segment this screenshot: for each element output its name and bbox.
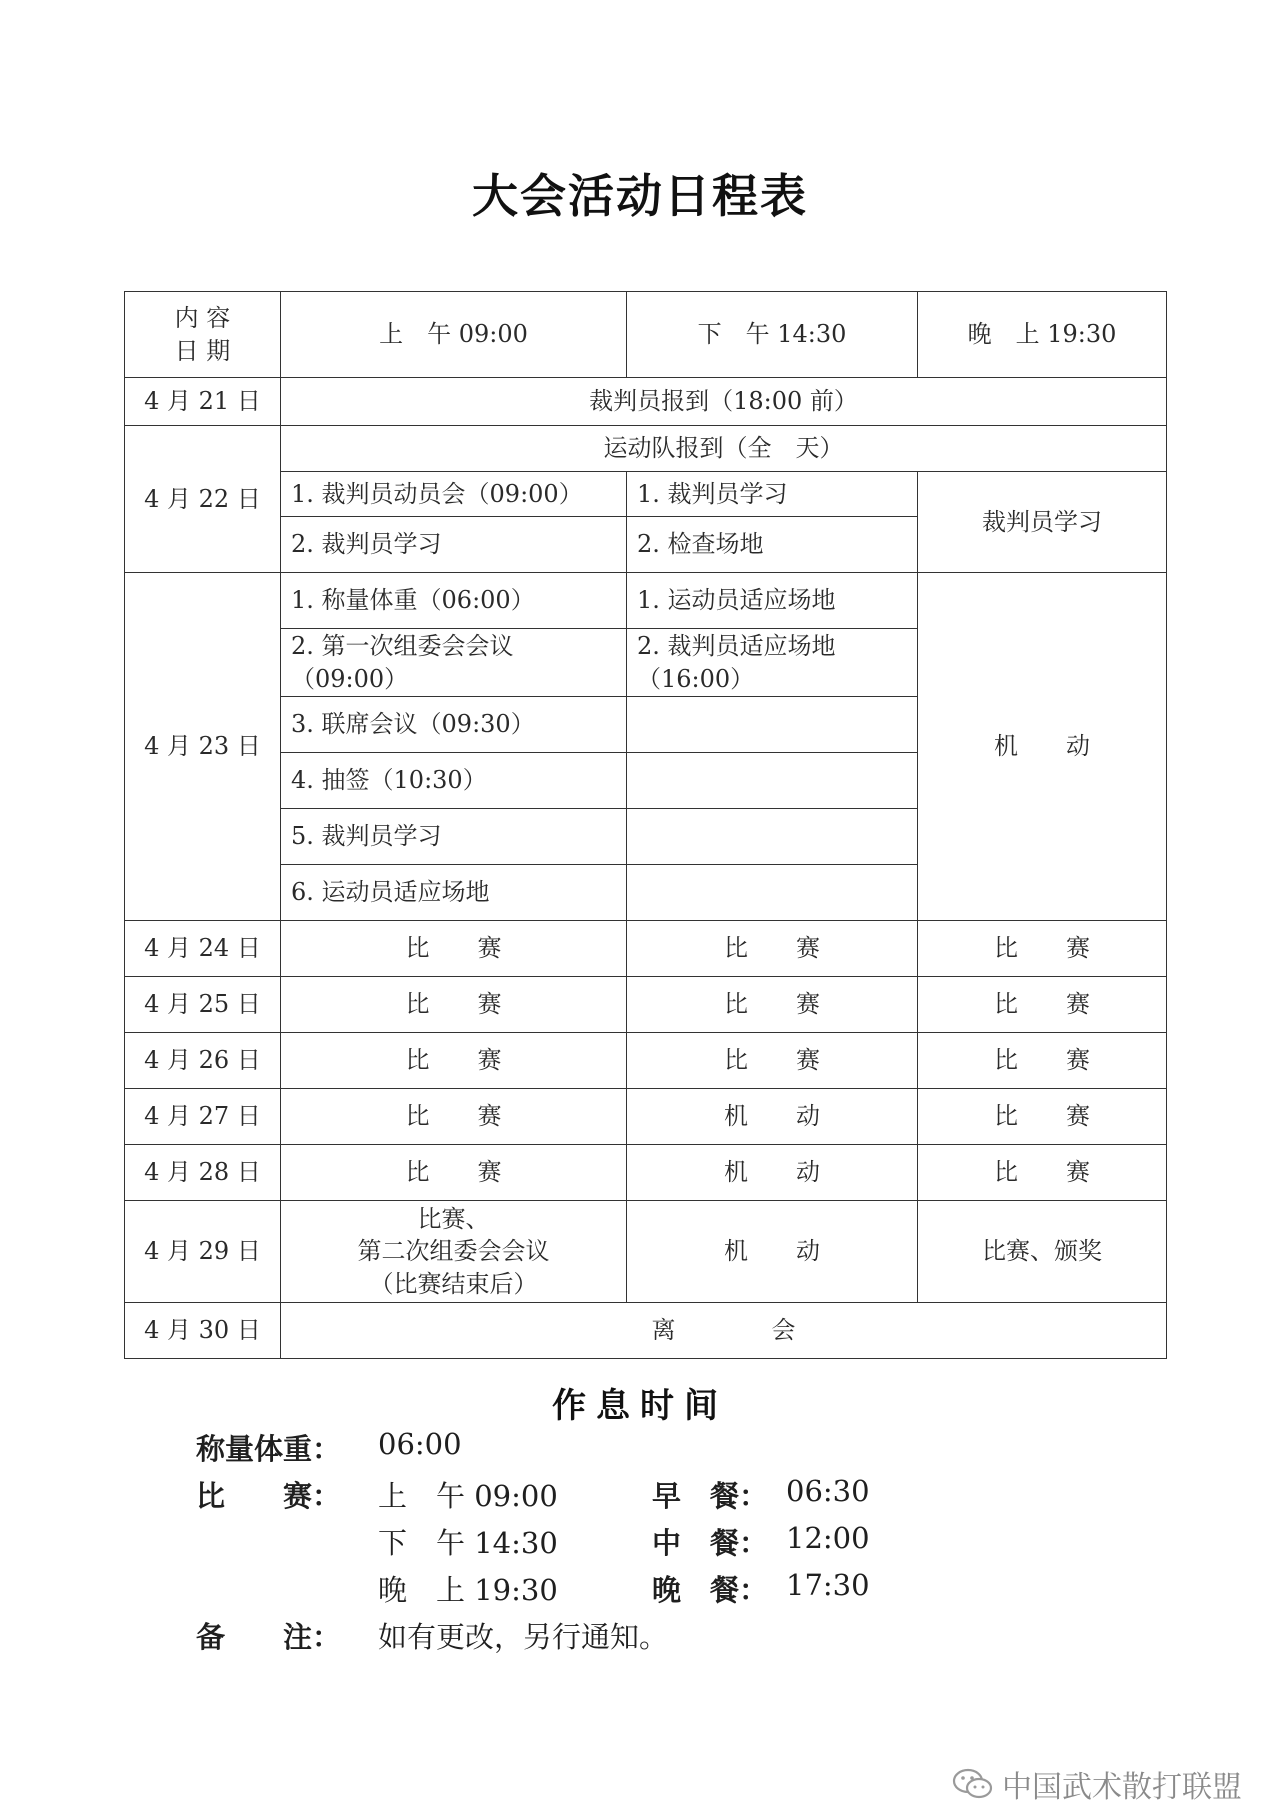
activity-line: （比赛结束后） xyxy=(369,1269,538,1298)
page-title: 大会活动日程表 xyxy=(472,169,808,223)
table-row xyxy=(125,426,1167,472)
activity-cell: 3. 联席会议（09:30） xyxy=(281,697,627,753)
match-evening: 晚 上 19:30 xyxy=(378,1573,558,1607)
activity-cell: 运动队报到（全 天） xyxy=(281,426,1167,472)
table-row xyxy=(125,1033,1167,1089)
activity-cell: 比 赛 xyxy=(627,977,918,1033)
table-row xyxy=(125,573,1167,629)
match-label: 比 赛： xyxy=(196,1479,342,1513)
match-afternoon: 下 午 14:30 xyxy=(378,1526,558,1560)
date-cell: 4 月 26 日 xyxy=(125,1033,281,1089)
activity-line: 比赛、 xyxy=(417,1204,490,1233)
date-cell: 4 月 27 日 xyxy=(125,1089,281,1145)
activity-cell: 5. 裁判员学习 xyxy=(281,809,627,865)
lunch-label: 中 餐： xyxy=(652,1526,769,1560)
dinner-label: 晚 餐： xyxy=(652,1573,769,1607)
date-cell: 4 月 22 日 xyxy=(125,426,281,573)
date-cell: 4 月 25 日 xyxy=(125,977,281,1033)
note-label: 备 注： xyxy=(196,1620,342,1654)
schedule-table xyxy=(124,291,1167,1359)
date-cell: 4 月 29 日 xyxy=(125,1201,281,1303)
activity-cell: 机 动 xyxy=(627,1201,918,1303)
activity-cell: 1. 称量体重（06:00） xyxy=(281,573,627,629)
activity-cell: 6. 运动员适应场地 xyxy=(281,865,627,921)
activity-cell: 比 赛 xyxy=(918,1089,1167,1145)
header-content-label: 内 容 xyxy=(174,304,231,333)
table-row xyxy=(125,921,1167,977)
activity-cell: 机 动 xyxy=(627,1145,918,1201)
header-evening: 晚 上 19:30 xyxy=(918,292,1167,378)
activity-line: 第二次组委会会议 xyxy=(357,1237,550,1266)
empty-cell xyxy=(627,753,918,809)
header-afternoon: 下 午 14:30 xyxy=(627,292,918,378)
weigh-label: 称量体重： xyxy=(196,1432,342,1466)
header-date-label: 日 期 xyxy=(174,336,231,365)
activity-cell: 2. 裁判员学习 xyxy=(281,517,627,573)
activity-cell: 4. 抽签（10:30） xyxy=(281,753,627,809)
activity-cell: 机 动 xyxy=(918,573,1167,921)
breakfast-time: 06:30 xyxy=(786,1474,870,1508)
activity-cell xyxy=(281,629,627,697)
activity-cell: 1. 运动员适应场地 xyxy=(627,573,918,629)
activity-cell: 1. 裁判员学习 xyxy=(627,472,918,517)
note-text: 如有更改，另行通知。 xyxy=(378,1620,669,1654)
activity-line: 2. 第一次组委会会议 xyxy=(291,632,514,661)
activity-cell: 比 赛 xyxy=(281,921,627,977)
activity-cell xyxy=(627,629,918,697)
activity-cell: 比 赛 xyxy=(918,921,1167,977)
footer-watermark xyxy=(952,1762,1242,1806)
date-cell: 4 月 24 日 xyxy=(125,921,281,977)
activity-cell: 1. 裁判员动员会（09:00） xyxy=(281,472,627,517)
date-cell: 4 月 23 日 xyxy=(125,573,281,921)
wechat-icon xyxy=(952,1766,994,1802)
activity-cell xyxy=(281,1201,627,1303)
footer-brand: 中国武术散打联盟 xyxy=(1002,1770,1242,1805)
date-cell: 4 月 28 日 xyxy=(125,1145,281,1201)
activity-line: （16:00） xyxy=(637,664,755,693)
weigh-time: 06:00 xyxy=(378,1427,462,1461)
activity-cell: 裁判员学习 xyxy=(918,472,1167,573)
activity-line: 2. 裁判员适应场地 xyxy=(637,632,836,661)
activity-cell: 比 赛 xyxy=(281,1145,627,1201)
activity-cell: 比 赛 xyxy=(918,1145,1167,1201)
table-header-row xyxy=(125,292,1167,378)
rest-schedule-title: 作息时间 xyxy=(552,1386,728,1426)
activity-cell: 比 赛 xyxy=(918,1033,1167,1089)
activity-cell: 离 会 xyxy=(281,1303,1167,1359)
table-row xyxy=(125,1089,1167,1145)
activity-cell: 比 赛 xyxy=(627,921,918,977)
breakfast-label: 早 餐： xyxy=(652,1479,769,1513)
activity-cell: 机 动 xyxy=(627,1089,918,1145)
header-morning: 上 午 09:00 xyxy=(281,292,627,378)
lunch-time: 12:00 xyxy=(786,1521,870,1555)
match-morning: 上 午 09:00 xyxy=(378,1479,558,1513)
empty-cell xyxy=(627,809,918,865)
table-row xyxy=(125,1303,1167,1359)
activity-line: （09:00） xyxy=(291,664,409,693)
activity-cell: 比 赛 xyxy=(281,1033,627,1089)
activity-cell: 比 赛 xyxy=(627,1033,918,1089)
activity-cell: 比 赛 xyxy=(281,977,627,1033)
dinner-time: 17:30 xyxy=(786,1568,870,1602)
activity-cell: 比 赛 xyxy=(918,977,1167,1033)
activity-cell: 比 赛 xyxy=(281,1089,627,1145)
empty-cell xyxy=(627,865,918,921)
table-row xyxy=(125,1145,1167,1201)
table-row xyxy=(125,1201,1167,1303)
activity-cell: 比赛、颁奖 xyxy=(918,1201,1167,1303)
table-row xyxy=(125,472,1167,517)
date-cell: 4 月 21 日 xyxy=(125,378,281,426)
empty-cell xyxy=(627,697,918,753)
table-row xyxy=(125,977,1167,1033)
activity-cell: 裁判员报到（18:00 前） xyxy=(281,378,1167,426)
header-corner-cell xyxy=(125,292,281,378)
activity-cell: 2. 检查场地 xyxy=(627,517,918,573)
table-row xyxy=(125,378,1167,426)
date-cell: 4 月 30 日 xyxy=(125,1303,281,1359)
